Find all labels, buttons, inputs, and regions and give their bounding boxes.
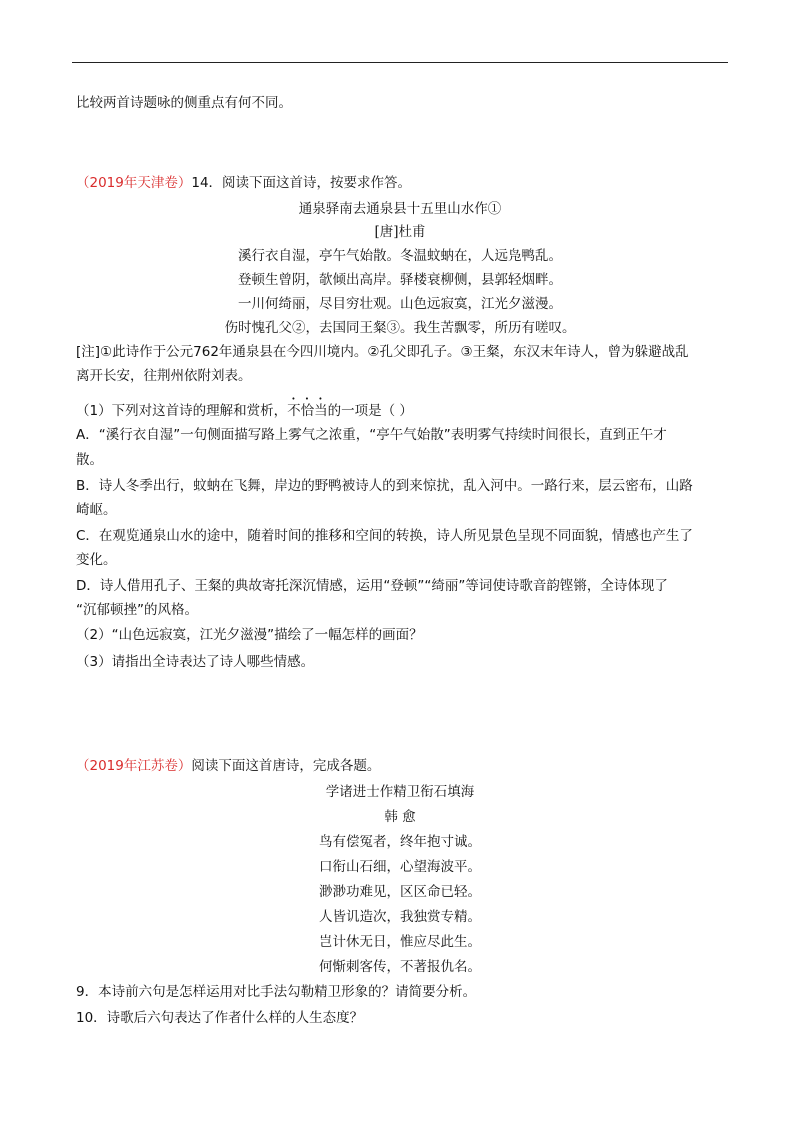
q14-option-a-cont: 散。: [76, 452, 103, 468]
jiangsu-poem-line: 口衔山石细，心望海波平。: [319, 859, 481, 875]
q14-poem-line: 溪行衣自湿，亭午气始散。冬温蚊蚋在，人远凫鸭乱。: [238, 248, 562, 264]
q14-option-a: A．“溪行衣自湿”一句侧面描写路上雾气之浓重，“亭午气始散”表明雾气持续时间很长，直到正午才: [76, 427, 667, 443]
q14-option-b: B．诗人冬季出行，蚊蚋在飞舞，岸边的野鸭被诗人的到来惊扰，乱入河中。一路行来，层云密布，山路: [76, 478, 693, 494]
jiangsu-poem-author: 韩 愈: [384, 809, 416, 825]
jiangsu-poem-line: 何惭刺客传，不著报仇名。: [319, 959, 481, 975]
q14-option-d-cont: “沉郁顿挫”的风格。: [76, 602, 198, 618]
q14-poem-line: 登顿生曾阴，欹倾出高岸。驿楼衰柳侧，县郭轻烟畔。: [238, 272, 562, 288]
q14-poem-title: 通泉驿南去通泉县十五里山水作①: [298, 201, 502, 217]
jiangsu-poem-title: 学诸进士作精卫衔石填海: [325, 784, 475, 800]
q14-sub1-tail: 的一项是（ ）: [327, 403, 413, 419]
q14-stem-line: [76, 173, 411, 193]
q14-sub1-text: （1）下列对这首诗的理解和赏析，: [76, 403, 288, 419]
jiangsu-poem-line: 鸟有偿冤者，终年抱寸诚。: [319, 834, 481, 850]
q14-sub1: [76, 395, 413, 421]
jiangsu-q9: 9．本诗前六句是怎样运用对比手法勾勒精卫形象的？请简要分析。: [76, 984, 477, 1000]
q14-poem-line: 伤时愧孔父②，去国同王粲③。我生苦飘零，所历有嗟叹。: [224, 320, 576, 336]
q14-sub3: （3）请指出全诗表达了诗人哪些情感。: [76, 654, 315, 670]
q14-source: （2019年天津卷）: [76, 175, 192, 191]
q14-option-b-cont: 崎岖。: [76, 502, 117, 518]
jiangsu-q10: 10．诗歌后六句表达了作者什么样的人生态度？: [76, 1010, 364, 1026]
jiangsu-source: （2019年江苏卷）: [76, 758, 192, 774]
q14-poem-line: 一川何绮丽，尽目穷壮观。山色远寂寞，江光夕滋漫。: [238, 296, 562, 312]
q14-option-d: D．诗人借用孔子、王粲的典故寄托深沉情感，运用“登顿”“绮丽”等词使诗歌音韵铿锵，全诗体现了: [76, 578, 668, 594]
q14-note: [注]①此诗作于公元762年通泉县在今四川境内。②孔父即孔子。③王粲，东汉末年诗人，曾为躲避战乱: [76, 344, 689, 360]
jiangsu-poem-line: 渺渺功难见，区区命已轻。: [319, 884, 481, 900]
jiangsu-stem-line: [76, 756, 380, 776]
jiangsu-stem: 阅读下面这首唐诗，完成各题。: [191, 758, 381, 774]
jiangsu-poem-line: 人皆讥造次，我独赏专精。: [319, 909, 481, 925]
jiangsu-poem-line: 岂计休无日，惟应尽此生。: [319, 934, 481, 950]
header-rule: [72, 62, 728, 63]
q14-option-c: C．在观览通泉山水的途中，随着时间的推移和空间的转换，诗人所见景色呈现不同面貌，情感也产生了: [76, 528, 693, 544]
q14-option-c-cont: 变化。: [76, 552, 117, 568]
q14-poem-author: [唐]杜甫: [374, 224, 426, 240]
q14-sub2: （2）“山色远寂寞，江光夕滋漫”描绘了一幅怎样的画面？: [76, 627, 423, 643]
q14-note-cont: 离开长安，往荆州依附刘表。: [76, 368, 252, 384]
q14-stem: 14．阅读下面这首诗，按要求作答。: [191, 175, 412, 191]
q14-sub1-emphasis: 不恰当: [287, 403, 328, 419]
intro-question: 比较两首诗题咏的侧重点有何不同。: [76, 95, 292, 111]
